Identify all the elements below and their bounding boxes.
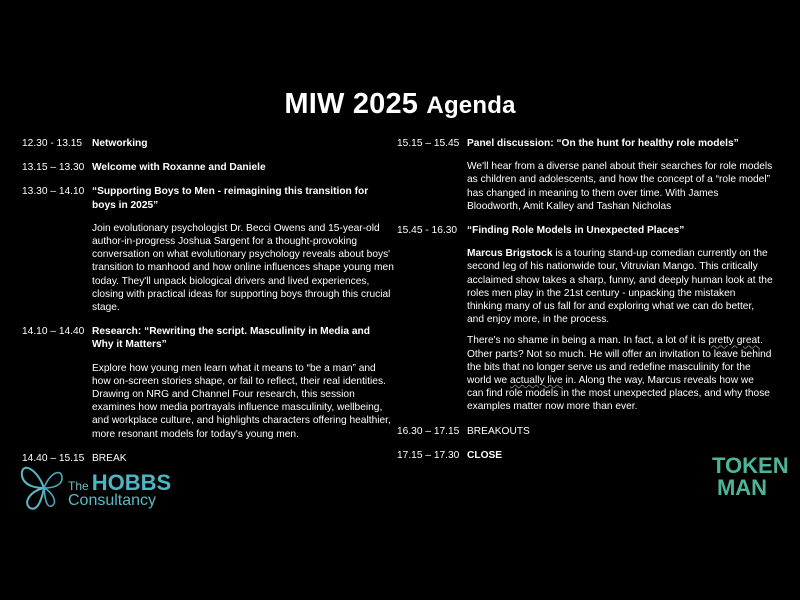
agenda-item bbox=[397, 425, 773, 438]
desc-text: in. Along the way, Marcus reveals how we can find role models in the most unexpected places, and why those examples matter now more than ever. bbox=[467, 375, 770, 413]
agenda-time: 13.30 – 14.10 bbox=[22, 186, 85, 198]
agenda-time: 13.15 – 13.30 bbox=[22, 162, 85, 174]
agenda-time: 12.30 - 13.15 bbox=[22, 138, 83, 149]
agenda-description: We'll hear from a diverse panel about their searches for role models as children and adolescents, and how the concept of a “role model” has changed in meaning to them over time. With James Bloodworth, Amit Kalley and Tashan Nicholas bbox=[467, 161, 773, 212]
agenda-left-column bbox=[22, 137, 394, 476]
agenda-item bbox=[22, 137, 394, 150]
token-line1: TOKEN bbox=[712, 453, 789, 478]
agenda-time: 14.40 – 15.15 bbox=[22, 452, 85, 464]
page-title bbox=[0, 88, 800, 121]
spellcheck-word: pretty great bbox=[708, 335, 761, 347]
agenda-description: Join evolutionary psychologist Dr. Becci Owens and 15-year-old author-in-progress Joshua Sargent for a thought-provoking conversation on what evolutionary psychology reveals about boys' transition to manhood and how online influences shape young men today. They'll unpack biological drivers and lived experiences, closing with practical ideas for supporting boys through this crucial stage. bbox=[92, 222, 394, 314]
agenda-item bbox=[22, 325, 394, 441]
spellcheck-word: actually live bbox=[510, 375, 563, 387]
agenda-time: 14.10 – 14.40 bbox=[22, 326, 85, 338]
agenda-right-column bbox=[397, 137, 773, 473]
desc-text: . Other parts? Not so much. He will offer an invitation to leave behind the bits that no longer serve us and redefine masculinity for the world we bbox=[467, 335, 772, 387]
desc-text: There's no shame in being a man. In fact, a lot of it is bbox=[467, 335, 709, 347]
agenda-label: BREAK bbox=[92, 452, 127, 464]
agenda-label: BREAKOUTS bbox=[467, 425, 530, 437]
agenda-label: CLOSE bbox=[467, 449, 503, 461]
title-main: MIW 2025 bbox=[284, 88, 419, 120]
token-line2: MAN bbox=[716, 475, 768, 500]
agenda-label: Panel discussion: “On the hunt for healthy role models” bbox=[467, 138, 739, 149]
title-suffix: Agenda bbox=[426, 92, 516, 119]
agenda-time: 17.15 – 17.30 bbox=[397, 449, 460, 461]
agenda-time: 16.30 – 17.15 bbox=[397, 425, 460, 437]
desc-text: is a touring stand-up comedian currently on the second leg of his nationwide tour, Vitruvian Mango. This critically acclaimed show takes a sharp, funny, and deeply human look at the roles men play in the 21st century - unpacking the mistaken thinking many of us fall for and exploring what we can do better, and enjoy more, in the process. bbox=[467, 248, 773, 326]
hobbs-consultancy-logo bbox=[18, 458, 178, 518]
agenda-label: “Finding Role Models in Unexpected Places” bbox=[467, 225, 685, 237]
speaker-name: Marcus Brigstock bbox=[467, 248, 553, 260]
agenda-description: Explore how young men learn what it means to “be a man” and how on-screen stories shape, or fail to reflect, their real identities. Drawing on NRG and Channel Four research, this session examines how media portrayals influence masculinity, wellbeing, and workplace culture, and highlights characters offering healthier, more resonant models for today's young men. bbox=[92, 362, 391, 440]
agenda-time: 15.15 – 15.45 bbox=[397, 138, 460, 149]
agenda-time: 15.45 - 16.30 bbox=[397, 225, 458, 237]
agenda-label: Networking bbox=[92, 138, 148, 149]
butterfly-icon bbox=[18, 458, 70, 516]
agenda-label: Research: “Rewriting the script. Masculinity in Media and Why it Matters” bbox=[92, 326, 370, 351]
agenda-item bbox=[22, 161, 394, 174]
token-man-logo bbox=[712, 453, 789, 520]
hobbs-sub: Consultancy bbox=[68, 492, 157, 509]
agenda-label: Welcome with Roxanne and Daniele bbox=[92, 162, 266, 174]
agenda-description-2 bbox=[467, 334, 773, 413]
agenda-item bbox=[22, 185, 394, 314]
agenda-label: “Supporting Boys to Men - reimagining this transition for boys in 2025” bbox=[92, 186, 369, 211]
agenda-item bbox=[397, 137, 773, 213]
agenda-item bbox=[397, 224, 773, 414]
hobbs-the: The bbox=[68, 479, 89, 493]
agenda-description bbox=[467, 247, 773, 326]
hobbs-name: HOBBS bbox=[91, 470, 172, 495]
